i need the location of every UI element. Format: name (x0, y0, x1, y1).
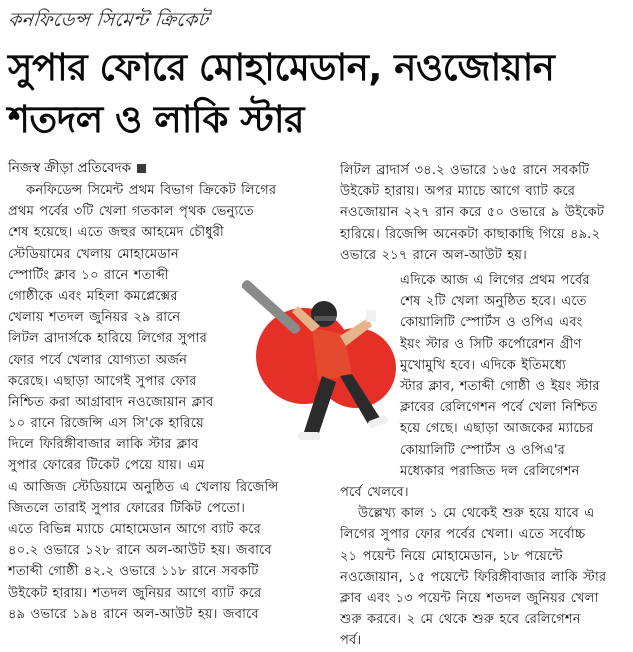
text-line: শুরু করবে। ২ মে থেকে শুরু হবে রেলিগেশন (340, 612, 581, 628)
headline (8, 42, 628, 146)
text-line: উল্লেখ্য কাল ১ মে থেকেই শুরু হয়ে যাবে এ (358, 506, 595, 522)
text-line: এতে বিভিন্ন ম্যাচে মোহামেডান আগে ব্যাট করে (8, 522, 261, 538)
text-line: ক্লাবের রেলিগেশন পর্বে খেলা নিশ্চিত (400, 400, 598, 416)
text-line: খেলায় শতদল জুনিয়র ২৯ রানে (8, 310, 181, 326)
text-line: পর্ব। (340, 633, 362, 649)
text-line: ওভারে ২১৭ রানে অল-আউট হয়। (340, 247, 527, 263)
text-line: লিটল ব্রাদার্সকে হারিয়ে লিগের সুপার (8, 331, 207, 347)
text-line: কনফিডেন্স সিমেন্ট প্রথম বিভাগ ক্রিকেট লিগের (26, 183, 277, 198)
text-line: স্পোর্টিং ক্লাব ১০ রানে শতাব্দী (8, 267, 169, 283)
text-line: নওজোয়ান, ১৫ পয়েন্টে ফিরিঙ্গীবাজার লাকি স্টার (340, 569, 607, 585)
text-line: মধ্যেকার পরাজিত দল রেলিগেশন (400, 463, 580, 479)
text-line: ১০ রানে রিজেন্সি এস সি'কে হারিয়ে (8, 416, 204, 431)
text-line: নওজোয়ান ২২৭ রান করে ৫০ ওভারে ৯ উইকেট (340, 205, 605, 221)
text-line: প্রথম পর্বের ৩টি খেলা গতকাল পৃথক ভেন্যুতে (8, 204, 254, 220)
text-line: মুখোমুখি হবে। এদিকে ইতিমধ্যে (400, 357, 567, 373)
text-line: ক্লাব এবং ১৩ পয়েন্ট নিয়ে শতদল জুনিয়র খেলা (340, 591, 599, 607)
shoe-icon (298, 432, 320, 440)
text-line: ৪০.২ ওভারে ১২৮ রানে অল-আউট হয়। জবাবে (8, 543, 272, 559)
byline (8, 157, 330, 179)
text-line: এ আজিজ স্টেডিয়ামে অনুষ্ঠিত এ খেলায় রিজেন্সি (8, 479, 279, 495)
byline-text: নিজস্ব ক্রীড়া প্রতিবেদক (8, 160, 132, 176)
text-line: করেছে। এছাড়া আগেই সুপার ফোর (8, 373, 197, 389)
text-line: স্টার ক্লাব, শতাব্দী গোষ্ঠী ও ইয়ং স্টার (400, 379, 600, 395)
text-line: নিশ্চিত করা আগ্রাবাদ নওজোয়ান ক্লাব (8, 395, 214, 411)
glove-icon (366, 310, 376, 322)
text-line: লিগের সুপার ফোর পর্বের খেলা। এতে সর্বোচ্চ (340, 527, 586, 543)
text-line: জিতলে তারাই সুপার ফোরের টিকিট পেতো। (8, 500, 246, 516)
text-line: উইকেট হারায়। অপর ম্যাচে আগে ব্যাট করে (340, 184, 576, 200)
text-line: কোয়ালিটি স্পোর্টস ও ওপিএ এবং (400, 315, 583, 331)
text-line: সুপার ফোরের টিকেট পেয়ে যায়। এম (8, 458, 205, 474)
text-line: ২১ পয়েন্ট নিয়ে মোহামেডান, ১৮ পয়েন্টে (340, 548, 563, 564)
headline-line-2: শতদল ও লাকি স্টার (8, 98, 304, 141)
text-line: ফোর পর্বে খেলার যোগ্যতা অর্জন (8, 352, 188, 368)
text-line: ইয়ং স্টার ও সিটি কর্পোরেশন গ্রীণ (400, 336, 582, 352)
text-line: উইকেট হারায়। শতদল জুনিয়র আগে ব্যাট করে (8, 585, 262, 601)
cricket-batsman-illustration (248, 256, 398, 452)
text-line: হয়ে গেছে। এছাড়া আজকের ম্যাচের (400, 421, 594, 437)
article-column-right-top (340, 160, 627, 266)
text-line: গোষ্ঠীকে এবং মহিলা কমপ্লেক্সের (8, 289, 178, 305)
headline-line-1: সুপার ফোরে মোহামেডান, নওজোয়ান (8, 46, 555, 89)
text-line: ৪৯ ওভারে ১৯৪ রানে অল-আউট হয়। জবাবে (8, 606, 259, 622)
text-line: পর্বে খেলবে। (340, 485, 409, 501)
visor-icon (314, 316, 336, 321)
text-line: লিটল ব্রাদার্স ৩৪.২ ওভারে ১৬৫ রানে সবকটি (340, 163, 590, 178)
text-line: স্টেডিয়ামের খেলায় মোহামেডান (8, 246, 179, 262)
text-line: দিলে ফিরিঙ্গীবাজার লাকি স্টার ক্লাব (8, 437, 199, 453)
text-line: হারিয়ে। রিজেন্সি অনেকটা কাছাকাছি গিয়ে ৪৯.২ (340, 226, 601, 242)
text-line: এদিকে আজ এ লিগের প্রথম পর্বের (400, 273, 590, 288)
text-line: কোয়ালিটি স্পোর্টস ও ওপিএ'র (400, 442, 565, 458)
text-line: শেষ হয়েছে। এতে জহুর আহমেদ চৌধুরী (8, 225, 224, 241)
text-line: শতাব্দী গোষ্ঠী ৪২.২ ওভারে ১১৮ রানে সবকটি (8, 564, 259, 580)
square-bullet-icon (137, 164, 146, 173)
kicker: কনফিডেন্স সিমেন্ট ক্রিকেট (6, 9, 210, 31)
text-line: শেষ ২টি খেলা অনুষ্ঠিত হবে। এতে (400, 294, 587, 310)
